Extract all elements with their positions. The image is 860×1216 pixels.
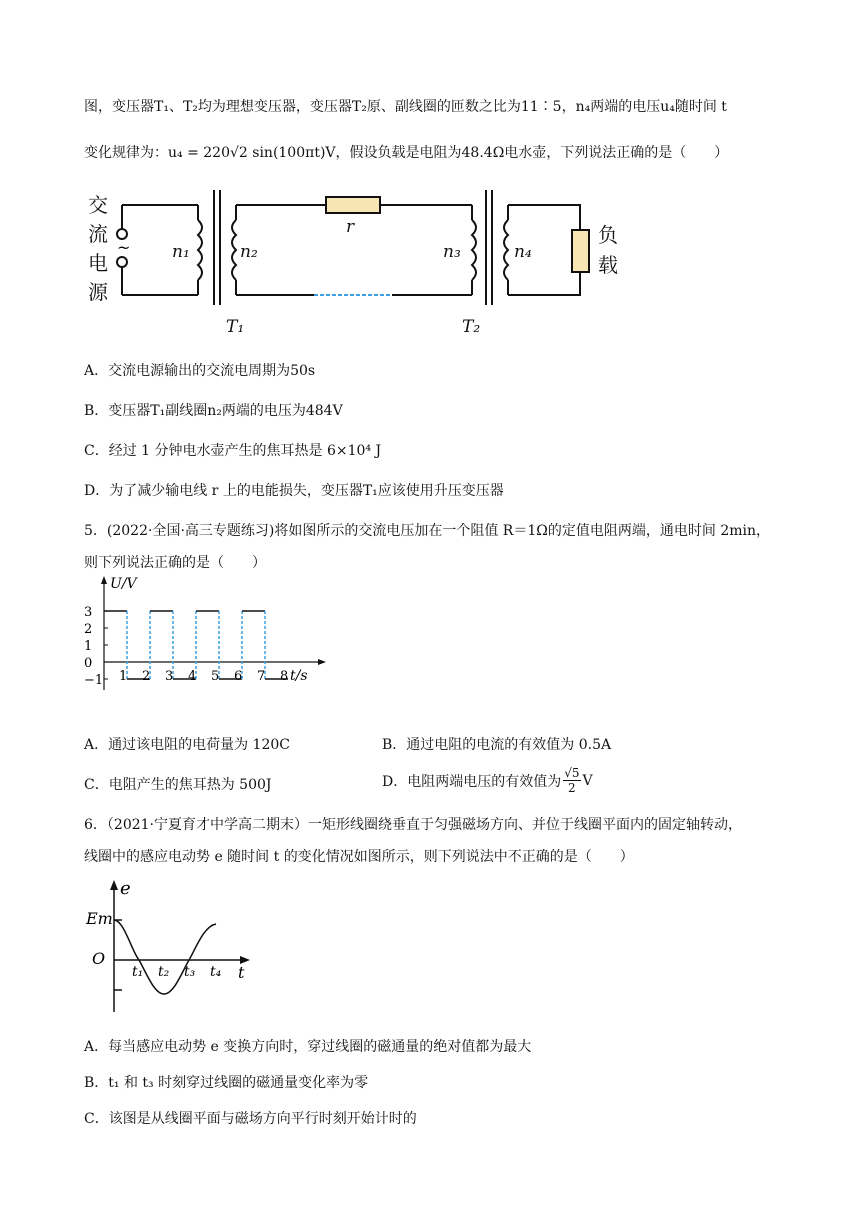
q5-xtick-label: 2: [142, 669, 151, 684]
q5-stem-line2: 则下列说法正确的是（ ）: [84, 555, 266, 571]
q4-stem-line1: 图，变压器T₁、T₂均为理想变压器，变压器T₂原、副线圈的匝数之比为11∶5，n₄两端的电压u₄随时间 t: [84, 99, 727, 115]
q5-ytick-label: 0: [84, 656, 93, 671]
source-label-char-0: 交: [88, 193, 108, 217]
source-label-char-1: 流: [88, 222, 108, 246]
q6-option-c: C．该图是从线圈平面与磁场方向平行时刻开始计时的: [84, 1111, 417, 1127]
q6-y-arrow: [110, 880, 118, 890]
q6-xtick-t1: t₁: [132, 964, 144, 980]
q5-square-wave-chart: [80, 572, 330, 692]
q5-xtick-label: 7: [257, 669, 266, 684]
q6-xlabel: t: [238, 963, 245, 982]
t1-label: T₁: [226, 317, 245, 337]
n4-label: n₄: [514, 242, 532, 262]
load-label-char-1: 载: [598, 253, 618, 277]
q5-x-arrow: [318, 659, 326, 665]
q5-xtick-label: 4: [188, 669, 197, 684]
q5-option-c: C．电阻产生的焦耳热为 500J: [84, 777, 272, 793]
q5-option-a: A．通过该电阻的电荷量为 120C: [84, 737, 290, 753]
n1-label: n₁: [172, 242, 190, 262]
q4-option-d: D．为了减少输电线 r 上的电能损失，变压器T₁应该使用升压变压器: [84, 483, 504, 499]
n3-label: n₃: [443, 242, 461, 262]
source-label-char-3: 源: [88, 280, 108, 304]
q6-em-label: Em: [86, 909, 113, 928]
q5-option-d-fraction: [563, 766, 580, 795]
q6-stem-line1: 6．（2021·宁夏育才中学高二期末）一矩形线圈绕垂直于匀强磁场方向、并位于线圈平面内的固定轴转动，: [84, 817, 742, 833]
q6-xtick-t3: t₃: [184, 964, 196, 980]
q6-option-b: B．t₁ 和 t₃ 时刻穿过线圈的磁通量变化率为零: [84, 1075, 369, 1091]
q6-stem-line2: 线圈中的感应电动势 e 随时间 t 的变化情况如图所示，则下列说法中不正确的是（ ）: [84, 849, 634, 865]
q5-ytick-label: 2: [84, 622, 93, 637]
transformer-circuit-diagram: [80, 180, 640, 350]
q6-option-a: A．每当感应电动势 e 变换方向时，穿过线圈的磁通量的绝对值都为最大: [84, 1039, 532, 1055]
n2-label: n₂: [240, 242, 258, 262]
q5-option-b: B．通过电阻的电流的有效值为 0.5A: [382, 737, 612, 753]
t2-label: T₂: [462, 317, 481, 337]
load-label-char-0: 负: [598, 223, 618, 247]
q5-option-d-prefix: D．电阻两端电压的有效值为: [382, 773, 562, 790]
q5-xtick-label: 3: [165, 669, 174, 684]
source-label-char-2: 电: [88, 251, 108, 275]
r-label: r: [346, 217, 355, 237]
q4-stem-line2: 变化规律为：u₄ = 220√2 sin(100πt)V，假设负载是电阻为48.4Ω电水壶，下列说法正确的是（ ）: [84, 145, 729, 161]
q6-emf-chart: [84, 872, 264, 1022]
q4-option-b: B．变压器T₁副线圈n₂两端的电压为484V: [84, 403, 343, 419]
q5-xtick-label: 5: [211, 669, 220, 684]
q5-xtick-label: 8: [280, 669, 289, 684]
q5-option-d: [382, 766, 593, 795]
q5-y-arrow: [101, 576, 107, 584]
q5-ytick-label: 3: [84, 605, 93, 620]
q5-xtick-label: 6: [234, 669, 243, 684]
q5-ylabel: U/V: [110, 576, 137, 592]
q4-option-c: C．经过 1 分钟电水壶产生的焦耳热是 6×10⁴ J: [84, 443, 382, 459]
q6-xtick-t2: t₂: [158, 964, 170, 980]
q5-ytick-label: 1: [84, 639, 93, 654]
q5-xlabel: t/s: [290, 668, 308, 684]
q5-option-d-unit: V: [582, 772, 593, 789]
q6-ylabel: e: [120, 878, 131, 899]
q6-xtick-t4: t₄: [210, 964, 222, 980]
q6-origin-label: O: [92, 949, 106, 968]
q6-cosine-curve: [114, 920, 216, 994]
q5-ytick-label: −1: [84, 673, 104, 688]
source-tilde: ~: [117, 238, 131, 257]
q5-xtick-label: 1: [119, 669, 128, 684]
fraction-numerator: √5: [564, 766, 580, 780]
q5-stem-line1: 5．(2022·全国·高三专题练习)将如图所示的交流电压加在一个阻值 R＝1Ω的定值电阻两端，通电时间 2min，: [84, 523, 770, 539]
fraction-denominator: 2: [568, 781, 576, 795]
q4-option-a: A．交流电源输出的交流电周期为50s: [84, 363, 316, 379]
